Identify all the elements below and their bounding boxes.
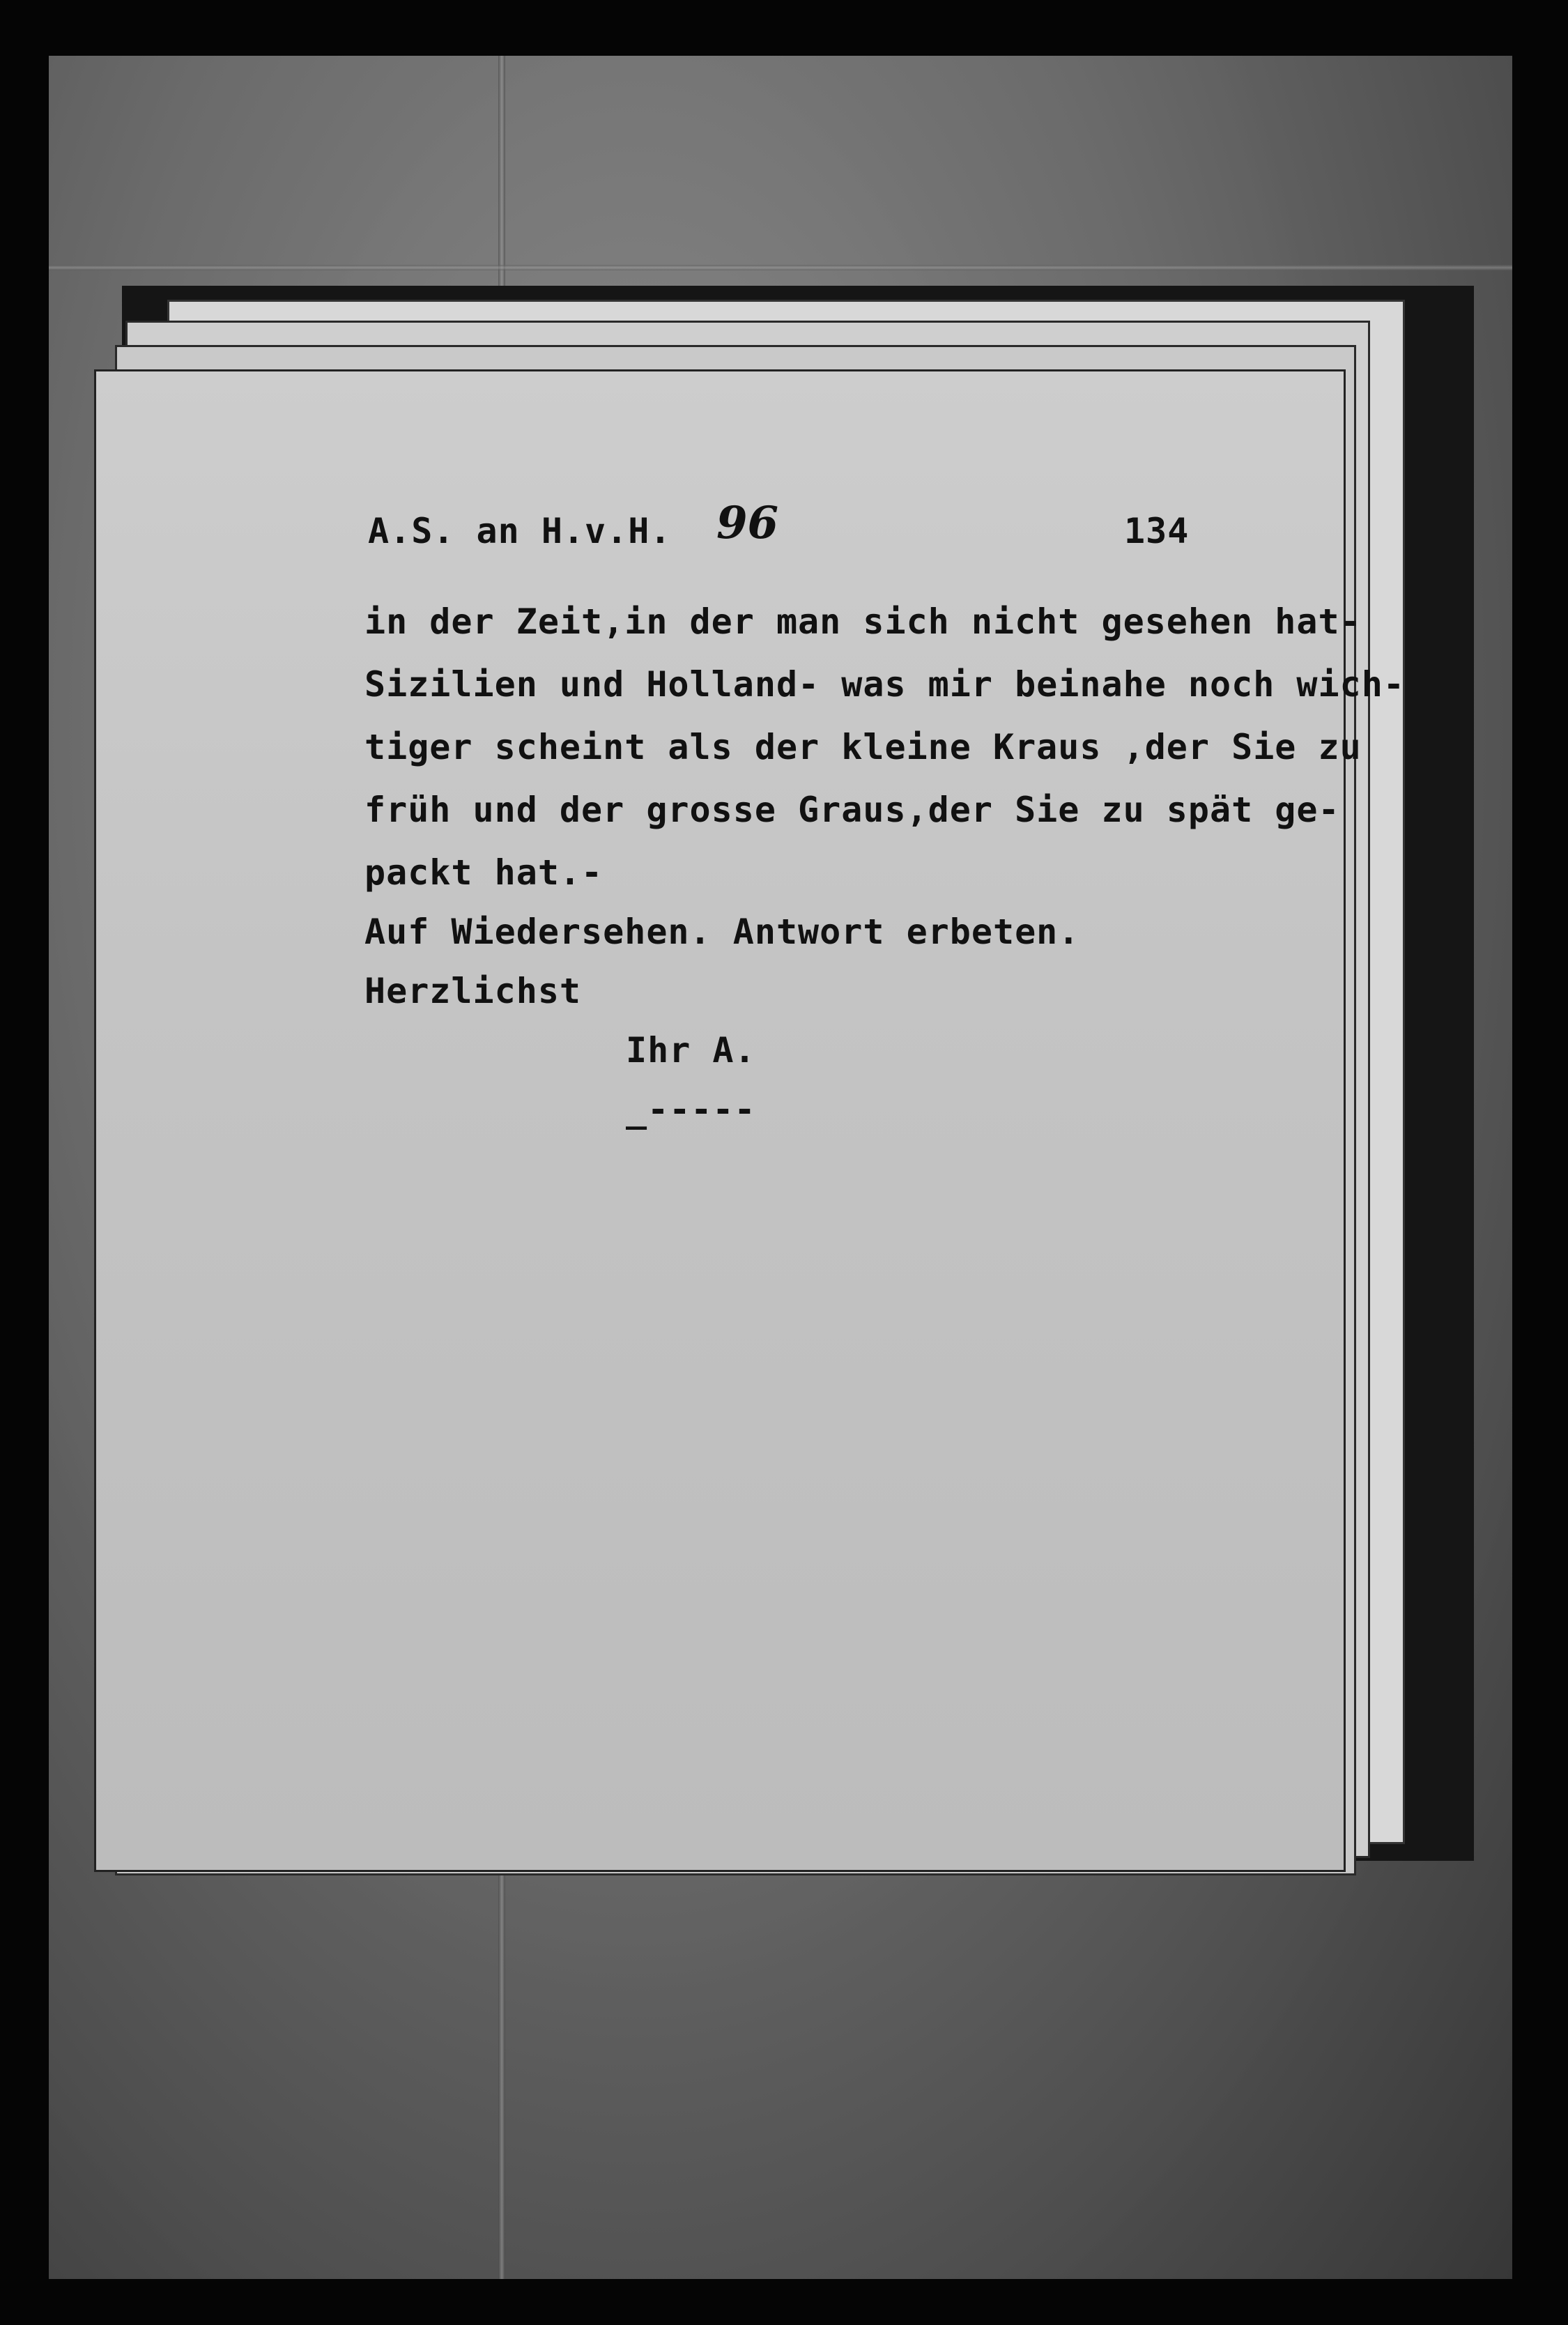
body-line: früh und der grosse Graus,der Sie zu spät ge- <box>364 790 1340 830</box>
end-mark: _----- <box>626 1089 756 1130</box>
body-line: Sizilien und Holland- was mir beinahe noch wich- <box>364 664 1405 705</box>
archive-number: 96 <box>716 497 779 549</box>
page-number: 134 <box>1124 511 1190 551</box>
backing-fold-horizontal <box>49 265 1512 270</box>
signature: Ihr A. <box>626 1030 756 1071</box>
header-sender-recipient: A.S. an H.v.H. <box>368 511 672 551</box>
body-line: tiger scheint als der kleine Kraus ,der Sie zu <box>364 727 1362 767</box>
typed-page <box>94 369 1405 1872</box>
body-line: in der Zeit,in der man sich nicht gesehen hat- <box>364 601 1362 642</box>
body-line: packt hat.- <box>364 852 604 893</box>
farewell-line: Auf Wiedersehen. Antwort erbeten. <box>364 912 1080 952</box>
salutation: Herzlichst <box>364 971 582 1011</box>
